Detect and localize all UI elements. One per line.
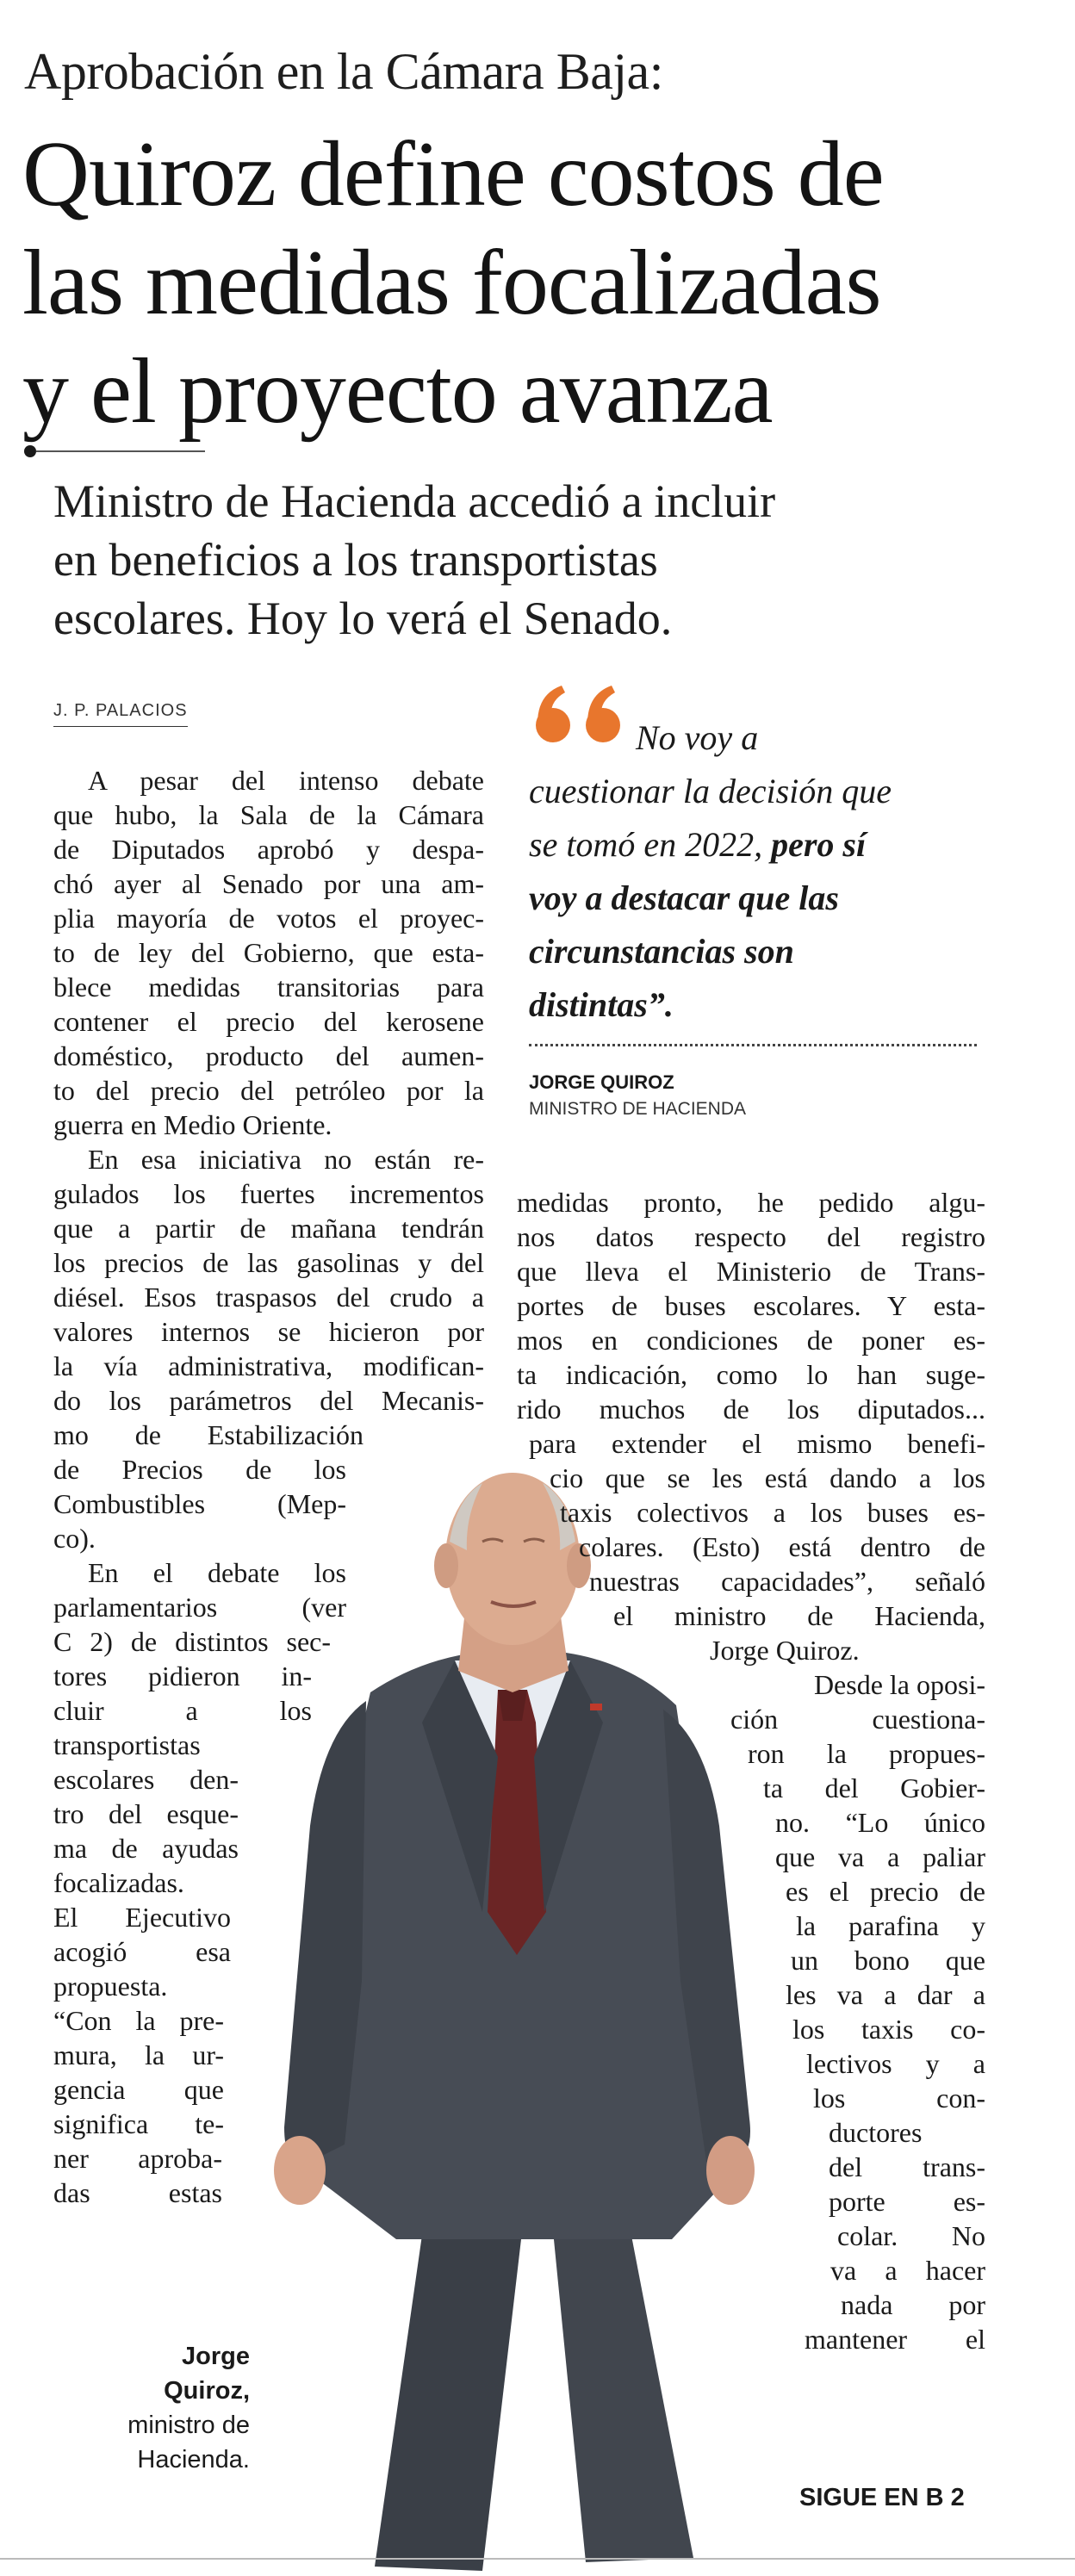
quote-attribution-name: JORGE QUIROZ [529,1071,674,1093]
body-line: cluir a los [53,1695,312,1726]
body-line: das estas [53,2177,222,2208]
quote-attribution-role: MINISTRO DE HACIENDA [529,1099,747,1119]
deck-line: escolares. Hoy lo verá el Senado. [53,593,673,644]
body-line: ron la propues- [748,1738,985,1769]
body-line: la vía administrativa, modifican- [53,1350,484,1381]
body-line: portes de buses escolares. Y esta- [517,1290,985,1321]
body-line: mura, la ur- [53,2039,224,2070]
deck [53,472,775,648]
body-line: la parafina y [796,1910,985,1941]
body-line: ta indicación, como lo han suge- [517,1359,985,1390]
quote-divider [529,1044,977,1046]
body-line: “Con la pre- [53,2005,224,2036]
body-line: que lleva el Ministerio de Trans- [517,1256,985,1287]
body-line: les va a dar a [786,1979,985,2010]
body-line: co). [53,1523,96,1554]
body-line: diésel. Esos traspasos del crudo a [53,1282,484,1313]
body-line: que va a paliar [775,1841,985,1872]
body-line: nos datos respecto del registro [517,1221,985,1252]
body-line: doméstico, producto del aumen- [53,1040,484,1071]
body-line: rido muchos de los diputados... [517,1394,985,1425]
body-line: de Diputados aprobó y despa- [53,834,484,865]
body-line: escolares den- [53,1764,239,1795]
body-line: contener el precio del kerosene [53,1006,484,1037]
body-line: medidas pronto, he pedido algu- [517,1187,985,1218]
body-line: ta del Gobier- [763,1772,985,1803]
body-line: no. “Lo único [775,1807,985,1838]
body-line: nada por [841,2289,985,2320]
body-line: gulados los fuertes incrementos [53,1178,484,1209]
body-line: Desde la oposi- [813,1669,985,1700]
body-line: tro del esque- [53,1798,239,1829]
body-line: cio que se les está dando a los [550,1462,985,1493]
body-line: ción cuestiona- [730,1704,985,1735]
body-line: el ministro de Hacienda, [613,1600,985,1631]
body-line: nuestras capacidades”, señaló [589,1566,985,1597]
body-line: los precios de las gasolinas y del [53,1247,484,1278]
headline-line: y el proyecto avanza [22,340,773,443]
quote-line: distintas”. [529,985,674,1024]
deck-line: en beneficios a los transportistas [53,534,658,586]
body-line: propuesta. [53,1971,168,2002]
deck-line: Ministro de Hacienda accedió a incluir [53,475,776,527]
body-line: valores internos se hicieron por [53,1316,484,1347]
body-line: que a partir de mañana tendrán [53,1213,484,1244]
body-line: significa te- [53,2108,224,2139]
quote-line: circunstancias son [529,932,794,971]
body-line: colares. (Esto) está dentro de [579,1531,985,1562]
headline [22,121,884,446]
pull-quote [529,711,1020,1032]
byline: J. P. PALACIOS [53,701,188,727]
body-line: mos en condiciones de poner es- [517,1325,985,1356]
body-line: Combustibles (Mep- [53,1488,346,1519]
quote-line: voy a destacar que las [529,878,839,917]
body-line: porte es- [829,2186,985,2217]
body-column-2 [517,1185,985,2356]
bottom-divider [0,2558,1075,2560]
caption-name: Jorge [182,2343,250,2370]
body-line: do los parámetros del Mecanis- [53,1385,484,1416]
body-line: Jorge Quiroz. [710,1635,860,1666]
body-line: acogió esa [53,1936,231,1967]
body-line: En esa iniciativa no están re- [88,1144,484,1175]
body-line: que hubo, la Sala de la Cámara [53,799,484,830]
body-line: parlamentarios (ver [53,1592,346,1623]
body-line: guerra en Medio Oriente. [53,1109,332,1140]
body-line: mo de Estabilización [53,1419,364,1450]
body-line: plia mayoría de votos el proyec- [53,903,484,934]
body-line: El Ejecutivo [53,1902,231,1933]
body-line: ductores [829,2117,923,2148]
body-line: C 2) de distintos sec- [53,1626,331,1657]
body-line: de Precios de los [53,1454,346,1485]
caption-role: Hacienda. [137,2446,250,2474]
body-line: mantener el [805,2324,985,2355]
body-line: un bono que [791,1945,985,1976]
body-line: chó ayer al Senado por una am- [53,868,484,899]
body-line: para extender el mismo benefi- [529,1428,985,1459]
kicker: Aprobación en la Cámara Baja: [24,43,663,100]
body-line: del trans- [829,2151,985,2182]
quote-line: No voy a [636,718,759,757]
caption-name: Quiroz, [164,2377,250,2405]
quote-line: cuestionar la decisión que [529,772,892,810]
photo-caption [60,2339,250,2477]
body-line: focalizadas. [53,1867,184,1898]
body-line: A pesar del intenso debate [88,765,484,796]
body-line: to de ley del Gobierno, que esta- [53,937,484,968]
headline-line: las medidas focalizadas [22,232,881,334]
body-line: taxis colectivos a los buses es- [560,1497,985,1528]
body-line: colar. No [837,2220,985,2251]
quote-line: se tomó en 2022, pero sí [529,825,867,864]
body-line: tores pidieron in- [53,1660,312,1691]
headline-rule [36,450,205,452]
body-line: ner aproba- [53,2143,222,2174]
body-line: va a hacer [830,2255,985,2286]
body-line: to del precio del petróleo por la [53,1075,484,1106]
body-line: lectivos y a [806,2048,985,2079]
caption-role: ministro de [127,2412,250,2439]
body-line: blece medidas transitorias para [53,971,484,1002]
headline-line: Quiroz define costos de [22,123,884,226]
body-line: En el debate los [88,1557,346,1588]
body-line: los con- [813,2083,985,2114]
body-line: es el precio de [786,1876,985,1907]
continued-on-link[interactable]: SIGUE EN B 2 [799,2484,965,2511]
body-line: gencia que [53,2074,224,2105]
body-line: transportistas [53,1729,201,1760]
body-line: ma de ayudas [53,1833,239,1864]
body-line: los taxis co- [792,2014,985,2045]
headline-rule-dot [24,445,36,457]
